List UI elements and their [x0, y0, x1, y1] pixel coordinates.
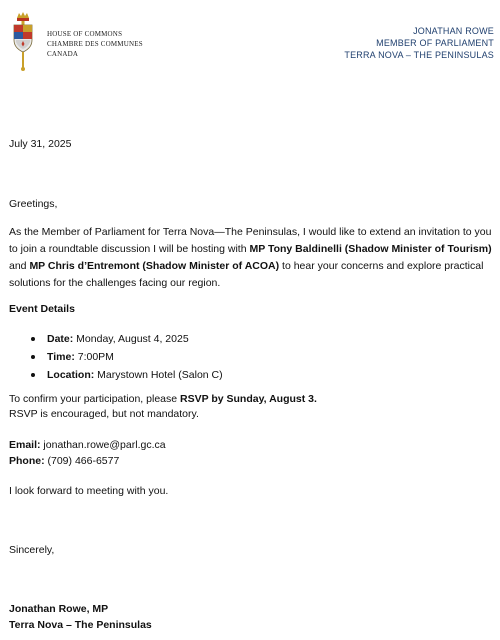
email-address[interactable]: jonathan.rowe@parl.gc.ca	[40, 439, 166, 451]
event-details-heading: Event Details	[9, 303, 75, 315]
greeting: Greetings,	[9, 198, 58, 210]
signature-block	[9, 601, 152, 633]
event-label: Date:	[47, 333, 74, 345]
event-value: 7:00PM	[74, 351, 114, 363]
house-line-en: HOUSE OF COMMONS	[47, 30, 123, 38]
event-time-item	[9, 348, 223, 366]
mp-name: JONATHAN ROWE	[413, 26, 494, 36]
letter-date: July 31, 2025	[9, 138, 72, 150]
phone-number[interactable]: (709) 466-6577	[44, 455, 120, 467]
phone-label: Phone:	[9, 455, 45, 467]
rsvp-note: RSVP is encouraged, but not mandatory.	[9, 408, 199, 420]
event-value: Marystown Hotel (Salon C)	[94, 369, 223, 381]
email-label: Email:	[9, 439, 41, 451]
rsvp-text: To confirm your participation, please	[9, 393, 180, 405]
event-label: Time:	[47, 351, 75, 363]
para-text: to hear your concerns and explore practical solutions for the challenges facing our region.	[9, 260, 484, 289]
rsvp-block	[9, 392, 317, 422]
mp-letterhead	[344, 25, 494, 61]
signature-name: Jonathan Rowe, MP	[9, 603, 109, 615]
house-of-commons-crest-icon	[10, 10, 36, 72]
para-text: As the Member of Parliament for Terra Nova—The Peninsulas, I would like to extend an invitation to you to join a roundtable discussion I will be hosting with	[9, 226, 492, 255]
closing-line: I look forward to meeting with you.	[9, 485, 169, 497]
event-label: Location:	[47, 369, 95, 381]
para-text: and	[9, 260, 30, 272]
phone-line	[9, 453, 166, 469]
house-line-country: CANADA	[47, 50, 79, 58]
event-value: Monday, August 4, 2025	[73, 333, 189, 345]
signature-riding: Terra Nova – The Peninsulas	[9, 619, 152, 631]
rsvp-deadline: RSVP by Sunday, August 3.	[180, 393, 317, 405]
mp-title: MEMBER OF PARLIAMENT	[376, 38, 494, 48]
email-line	[9, 437, 166, 453]
signoff: Sincerely,	[9, 544, 55, 556]
mp-riding: TERRA NOVA – THE PENINSULAS	[344, 50, 494, 60]
house-of-commons-wordmark	[47, 29, 143, 59]
event-details-list	[9, 330, 223, 384]
guest-one: MP Tony Baldinelli (Shadow Minister of Tourism)	[249, 243, 492, 255]
house-line-fr: CHAMBRE DES COMMUNES	[47, 40, 143, 48]
rsvp-line	[9, 392, 317, 407]
invitation-paragraph	[9, 224, 495, 292]
guest-two: MP Chris d’Entremont (Shadow Minister of ACOA)	[29, 260, 280, 272]
contact-block	[9, 437, 166, 469]
event-location-item	[9, 366, 223, 384]
event-date-item	[9, 330, 223, 348]
